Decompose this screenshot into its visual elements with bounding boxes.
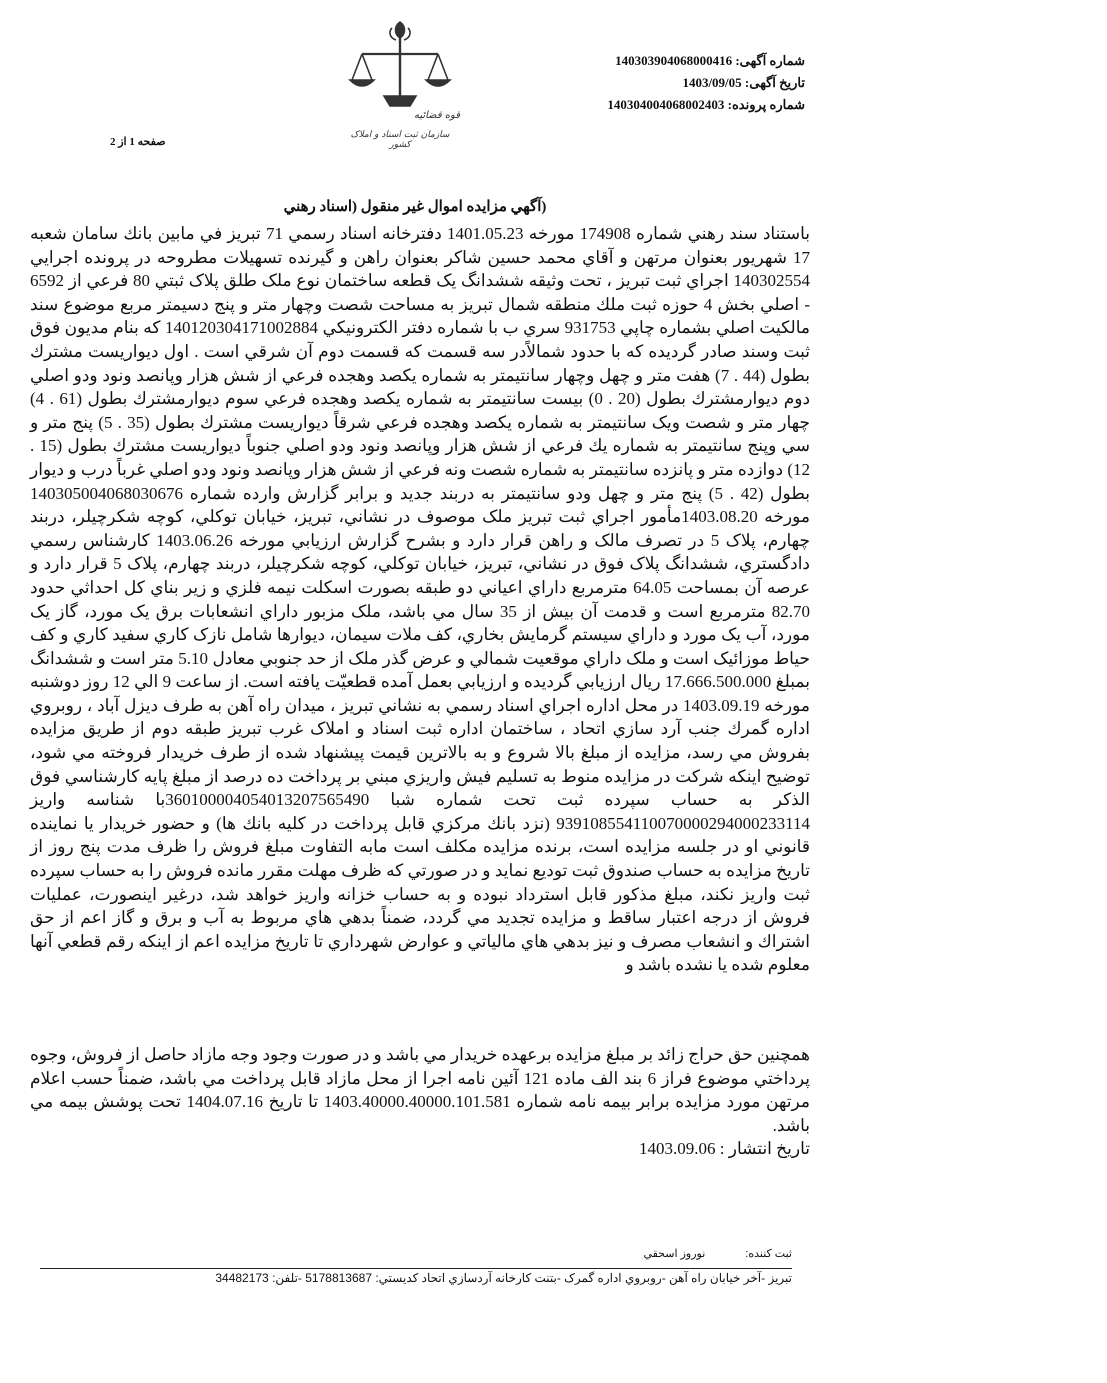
notice-meta [540,50,805,116]
notice-title: (آگهي مزايده اموال غير منقول (اسناد رهني [283,199,547,215]
footer-divider [40,1268,792,1269]
registrar-label: ثبت کننده: [745,1247,792,1260]
body-paragraph: همچنين حق حراج زائد بر مبلغ مزايده برعهده خريدار مي باشد و در صورت وجود وجه مازاد حاصل از فروش، وجوه پرداختي موضوع فراز 6 بند الف ماده 121 آئين نامه اجرا از محل مازاد قابل پرداخت مي باشد، ضمناً حسب اعلام مرتهن مورد مزايده برابر بيمه نامه شماره 1403.40000.40000.101.581 تا تاريخ 1404.07.16 تحت پوشش بيمه مي باشد. [30,1045,810,1135]
page-number: صفحه 1 از 2 [110,136,166,148]
logo-org-name: سازمان ثبت اسناد و املاک کشور [350,130,450,150]
body-paragraph: باستناد سند رهني شماره 174908 مورخه 1401.05.23 دفترخانه اسناد رسمي 71 تبريز في مابين بانك سامان شعبه 17 شهريور بعنوان مرتهن و آقاي محمد حسين شاكر بعنوان راهن و گيرنده تسهيلات مطروحه در پرونده اجرايي 140302554 اجراي ثبت تبريز ، تحت وثيقه ششدانگ يک قطعه ساختمان نوع ملک طلق پلاک ثبتي 80 فرعي از 6592 - اصلي بخش 4 حوزه ثبت ملك منطقه شمال تبريز به مساحت شصت وچهار متر و پنج دسيمتر مربع موضوع سند مالکيت اصلي بشماره چاپي 931753 سري ب با شماره دفتر الکترونيکي 140120304171002884 که بنام مديون فوق ثبت وسند صادر گرديده که با حدود شمالاًدر سه قسمت که قسمت دوم آن شرقي است . اول ديواريست مشترك بطول (44 . 7) هفت متر و چهل وچهار سانتيمتر به شماره يكصد وهجده فرعي از شش هزار وپانصد ونود ودو اصلي دوم ديوارمشترك بطول (20 . 0) بيست سانتيمتر به شماره يكصد وهجده فرعي سوم ديوارمشترك بطول (61 . 4) چهار متر و شصت ويک سانتيمتر به شماره يكصد وهجده فرعي شرقاً ديواريست مشترك بطول (35 . 5) پنج متر و سي وپنج سانتيمتر به شماره يك فرعي از شش هزار وپانصد ونود ودو اصلي جنوباً ديواريست مشترك بطول (15 . 12) دوازده متر و پانزده سانتيمتر به شماره شصت ونه فرعي از شش هزار وپانصد ونود ودو اصلي غرباً درب و ديوار بطول (42 . 5) پنج متر و چهل ودو سانتيمتر به دربند جديد و برابر گزارش وارده شماره 140305004068030676 مورخه 1403.08.20مأمور اجراي ثبت تبريز ملک موصوف در نشاني، تبريز، خيابان توکلي، کوچه شکرچيلر، دربند چهارم، پلاک 5 در تصرف مالک و راهن قرار دارد و بشرح گزارش ارزيابي مورخه 1403.06.26 کارشناس رسمي دادگستري، ششدانگ پلاک فوق در نشاني، تبريز، خيابان توکلي، کوچه شکرچيلر، دربند چهارم، پلاک 5 قرار دارد و عرصه آن بمساحت 64.05 مترمربع داراي اعياني دو طبقه بصورت اسكلت نيمه فلزي و زير بناي كل احداثي حدود 82.70 مترمربع است و قدمت آن بيش از 35 سال مي باشد، ملک مزبور داراي انشعابات برق يک مورد، گاز يک مورد، آب يک مورد و داراي سيستم گرمايش بخاري، كف ملات سيمان، ديوارها شامل نازک کاري سفيد کاري و کف حياط موزائيک است و ملک داراي موقعيت شمالي و عرض گذر ملک از حد جنوبي معادل 5.10 متر است و ششدانگ بمبلغ 17.666.500.000 ريال ارزيابي گرديده و ارزيابي بعمل آمده قطعيّت يافته است. از ساعت 9 الي 12 روز دوشنبه مورخه 1403.09.19 در محل اداره اجراي اسناد رسمي به نشاني تبريز ، ميدان راه آهن به طرف ديزل آباد ، روبروي اداره گمرك جنب آرد سازي اتحاد ، ساختمان اداره ثبت اسناد و املاک غرب تبريز طبقه دوم از طريق مزايده بفروش مي رسد، مزايده از مبلغ بالا شروع و به بالاترين قيمت پيشنهاد شده از طرف خريدار فروخته مي شود، توضيح اينكه شركت در مزايده منوط به تسليم فيش واريزي مبني بر پرداخت ده درصد از مبلغ پايه كارشناسي فوق الذكر به حساب سپرده ثبت تحت شماره شبا 360100004054013207565490با شناسه واريز 939108554110070000294000233114 (نزد بانك مركزي قابل پرداخت در كليه بانك ها) و حضور خريدار يا نماينده قانوني او در جلسه مزايده است، برنده مزايده مكلف است مابه التفاوت مبلغ فروش را ظرف مدت پنج روز از تاريخ مزايده به حساب صندوق ثبت توديع نمايد و در صورتي كه ظرف مهلت مقرر مانده فروش را به حساب سپرده ثبت واريز نكند، مبلغ مذكور قابل استرداد نبوده و به حساب خزانه واريز خواهد شد، درغير اينصورت، عمليات فروش از درجه اعتبار ساقط و مزايده تجديد مي گردد، ضمناً بدهي هاي مربوط به آب و برق و گاز اعم از حق اشتراك و انشعاب مصرف و نيز بدهي هاي مالياتي و عوارض شهرداري تا تاريخ مزايده اعم از اينكه رقم قطعي آنها معلوم شده يا نشده باشد و [30,224,811,975]
footer [40,1244,792,1285]
registrar-name: نوروز اسحقي [643,1247,706,1260]
notice-date: تاریخ آگهی: 1403/09/05 [682,75,805,90]
judiciary-logo [340,14,460,164]
notice-body [30,222,810,1161]
case-number: شماره پرونده: 140304004068002403 [607,97,805,112]
registrar-row [40,1244,792,1262]
logo-caption: قوه قضائیه [413,110,460,121]
footer-address: تبريز -آخر خيابان راه آهن -روبروي اداره گمرک -بتنت كارخانه آردسازي اتحاد كديستي: 5178813687 -تلفن: 34482173 [215,1271,792,1285]
publish-date: تاريخ انتشار : 1403.09.06 [639,1139,810,1159]
notice-number: شماره آگهی: 140303904068000416 [615,53,805,68]
